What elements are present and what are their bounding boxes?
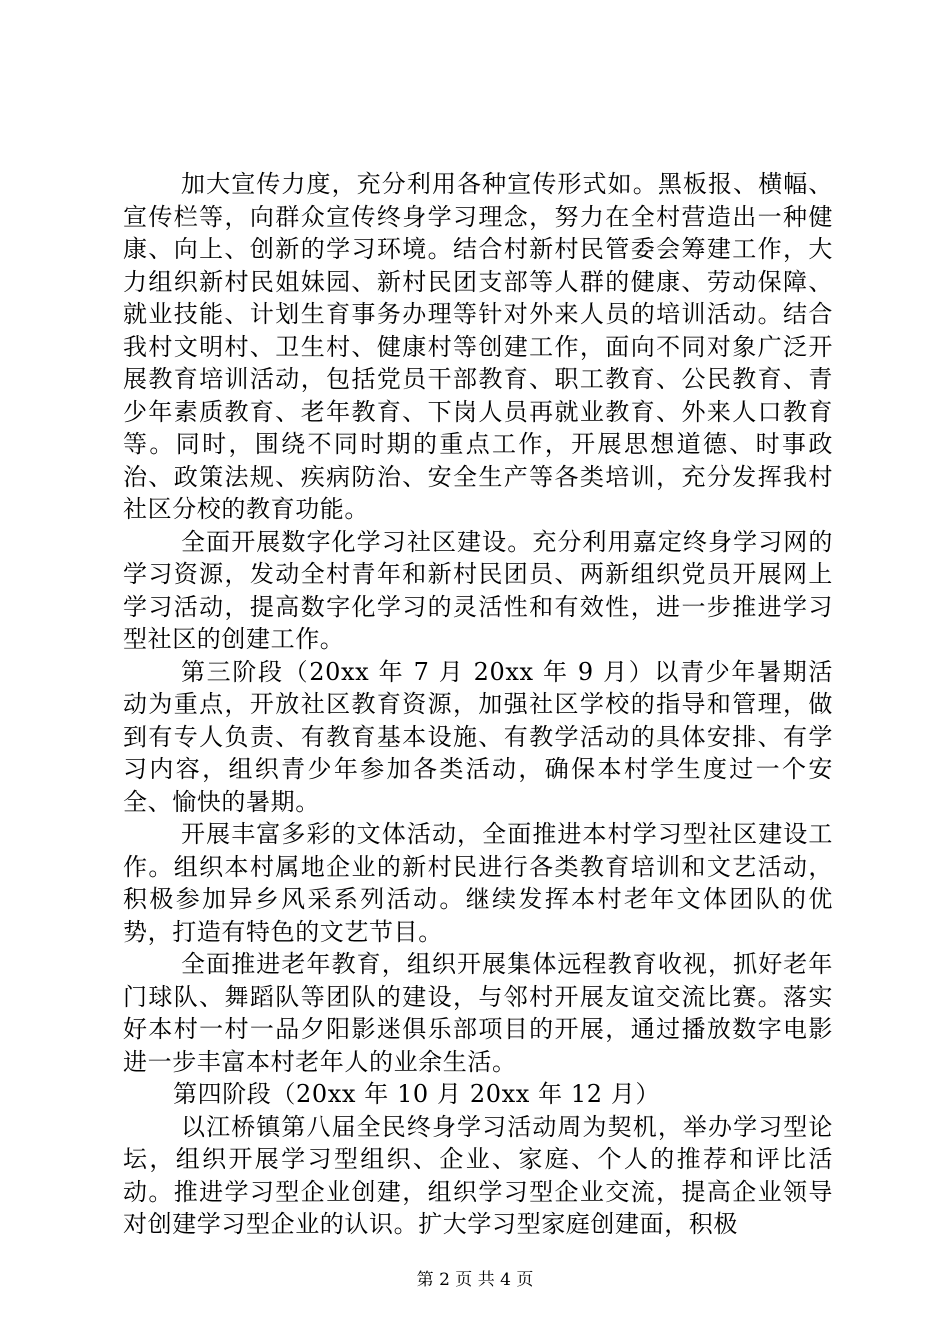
paragraph-stage-three: 第三阶段（20xx 年 7 月 20xx 年 9 月）以青少年暑期活动为重点，开放社区教育资源，加强社区学校的指导和管理，做到有专人负责、有教育基本设施、有教学活动的具体安排、有学习内容，组织青少年参加各类活动，确保本村学生度过一个安全、愉快的暑期。 — [123, 657, 833, 816]
paragraph-learning-week: 以江桥镇第八届全民终身学习活动周为契机，举办学习型论坛，组织开展学习型组织、企业、家庭、个人的推荐和评比活动。推进学习型企业创建，组织学习型企业交流，提高企业领导对创建学习型企业的认识。扩大学习型家庭创建面，积极 — [123, 1112, 833, 1238]
paragraph-stage-four-heading: 第四阶段（20xx 年 10 月 20xx 年 12 月） — [173, 1080, 661, 1108]
paragraph-elderly-education: 全面推进老年教育，组织开展集体远程教育收视，抓好老年门球队、舞蹈队等团队的建设，与邻村开展友谊交流比赛。落实好本村一村一品夕阳影迷俱乐部项目的开展，通过播放数字电影进一步丰富本村老年人的业余生活。 — [123, 950, 833, 1076]
paragraph-digital-learning: 全面开展数字化学习社区建设。充分利用嘉定终身学习网的学习资源，发动全村青年和新村民团员、两新组织党员开展网上学习活动，提高数字化学习的灵活性和有效性，进一步推进学习型社区的创建工作。 — [123, 527, 833, 653]
document-body — [123, 168, 833, 1241]
paragraph-publicity: 加大宣传力度，充分利用各种宣传形式如。黑板报、横幅、宣传栏等，向群众宣传终身学习理念，努力在全村营造出一种健康、向上、创新的学习环境。结合村新村民管委会筹建工作，大力组织新村民姐妹园、新村民团支部等人群的健康、劳动保障、就业技能、计划生育事务办理等针对外来人员的培训活动。结合我村文明村、卫生村、健康村等创建工作，面向不同对象广泛开展教育培训活动，包括党员干部教育、职工教育、公民教育、青少年素质教育、老年教育、下岗人员再就业教育、外来人口教育等。同时，围绕不同时期的重点工作，开展思想道德、时事政治、政策法规、疾病防治、安全生产等各类培训，充分发挥我村社区分校的教育功能。 — [123, 170, 833, 523]
page-number-footer: 第 2 页 共 4 页 — [416, 1270, 534, 1290]
paragraph-cultural-activities: 开展丰富多彩的文体活动，全面推进本村学习型社区建设工作。组织本村属地企业的新村民进行各类教育培训和文艺活动，积极参加异乡风采系列活动。继续发挥本村老年文体团队的优势，打造有特色的文艺节目。 — [123, 820, 833, 946]
